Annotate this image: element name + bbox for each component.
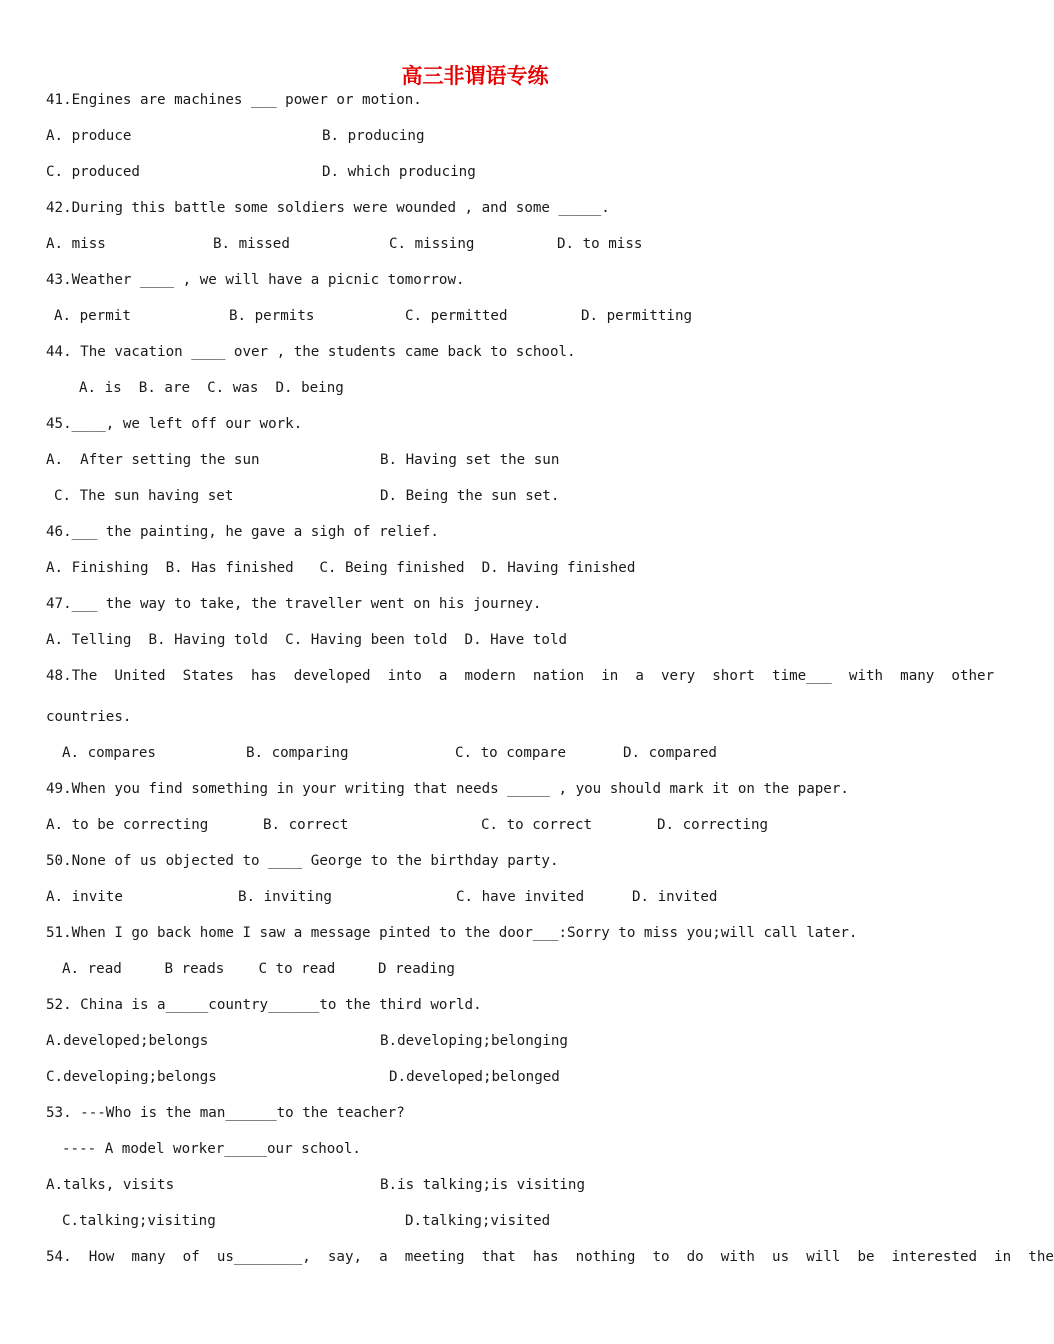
answer-option: A. After setting the sun	[46, 452, 260, 468]
answer-option: C. have invited	[456, 889, 585, 905]
answer-option: C. to compare	[455, 745, 567, 761]
answer-option: D.talking;visited	[405, 1213, 551, 1229]
answer-option: B.is talking;is visiting	[380, 1177, 585, 1193]
answer-option: A.developed;belongs	[46, 1033, 209, 1049]
answer-option: D. Being the sun set.	[380, 488, 560, 504]
answer-option: B.developing;belonging	[380, 1033, 568, 1049]
answer-option: A. permit	[54, 308, 131, 324]
answer-option: A. miss	[46, 236, 106, 252]
answer-option: C.developing;belongs	[46, 1069, 217, 1085]
answer-option: A. Telling B. Having told C. Having been told D. Have told	[46, 632, 568, 648]
question-text: 53. ---Who is the man______to the teacher?	[46, 1105, 405, 1121]
question-text: 52. China is a_____country______to the third world.	[46, 997, 482, 1013]
question-text: 47.___ the way to take, the traveller went on his journey.	[46, 596, 542, 612]
answer-option: A. to be correcting	[46, 817, 209, 833]
answer-option: A. is B. are C. was D. being	[79, 380, 344, 396]
answer-option: C. to correct	[481, 817, 593, 833]
answer-option: A. compares	[62, 745, 156, 761]
question-text: ---- A model worker_____our school.	[62, 1141, 361, 1157]
answer-option: D. compared	[623, 745, 717, 761]
answer-option: B. permits	[229, 308, 315, 324]
question-text: 48.The United States has developed into a modern nation in a very short time___ with many other	[46, 668, 995, 684]
answer-option: D. which producing	[322, 164, 476, 180]
answer-option: B. inviting	[238, 889, 332, 905]
answer-option: A. read B reads C to read D reading	[62, 961, 455, 977]
answer-option: B. comparing	[246, 745, 349, 761]
answer-option: C. permitted	[405, 308, 508, 324]
answer-option: D. invited	[632, 889, 718, 905]
answer-option: A. Finishing B. Has finished C. Being finished D. Having finished	[46, 560, 636, 576]
answer-option: B. correct	[263, 817, 349, 833]
question-text: 51.When I go back home I saw a message pinted to the door___:Sorry to miss you;will call later.	[46, 925, 858, 941]
answer-option: C. The sun having set	[54, 488, 234, 504]
answer-option: C.talking;visiting	[62, 1213, 216, 1229]
answer-option: B. Having set the sun	[380, 452, 560, 468]
question-text: 45.____, we left off our work.	[46, 416, 303, 432]
answer-option: D. to miss	[557, 236, 643, 252]
question-text: 41.Engines are machines ___ power or motion.	[46, 92, 422, 108]
answer-option: A.talks, visits	[46, 1177, 175, 1193]
answer-option: A. invite	[46, 889, 123, 905]
answer-option: C. produced	[46, 164, 140, 180]
question-text: 54. How many of us________, say, a meeting that has nothing to do with us will be interested in the	[46, 1249, 1054, 1265]
answer-option: C. missing	[389, 236, 475, 252]
question-text: 44. The vacation ____ over , the students came back to school.	[46, 344, 576, 360]
answer-option: B. producing	[322, 128, 425, 144]
question-text: countries.	[46, 709, 132, 725]
question-text: 50.None of us objected to ____ George to the birthday party.	[46, 853, 559, 869]
answer-option: D.developed;belonged	[389, 1069, 560, 1085]
answer-option: A. produce	[46, 128, 132, 144]
question-text: 49.When you find something in your writing that needs _____ , you should mark it on the paper.	[46, 781, 849, 797]
answer-option: B. missed	[213, 236, 290, 252]
answer-option: D. correcting	[657, 817, 769, 833]
answer-option: D. permitting	[581, 308, 693, 324]
question-text: 42.During this battle some soldiers were wounded , and some _____.	[46, 200, 610, 216]
question-text: 43.Weather ____ , we will have a picnic tomorrow.	[46, 272, 465, 288]
question-text: 46.___ the painting, he gave a sigh of relief.	[46, 524, 439, 540]
document-title: 高三非谓语专练	[401, 64, 549, 88]
